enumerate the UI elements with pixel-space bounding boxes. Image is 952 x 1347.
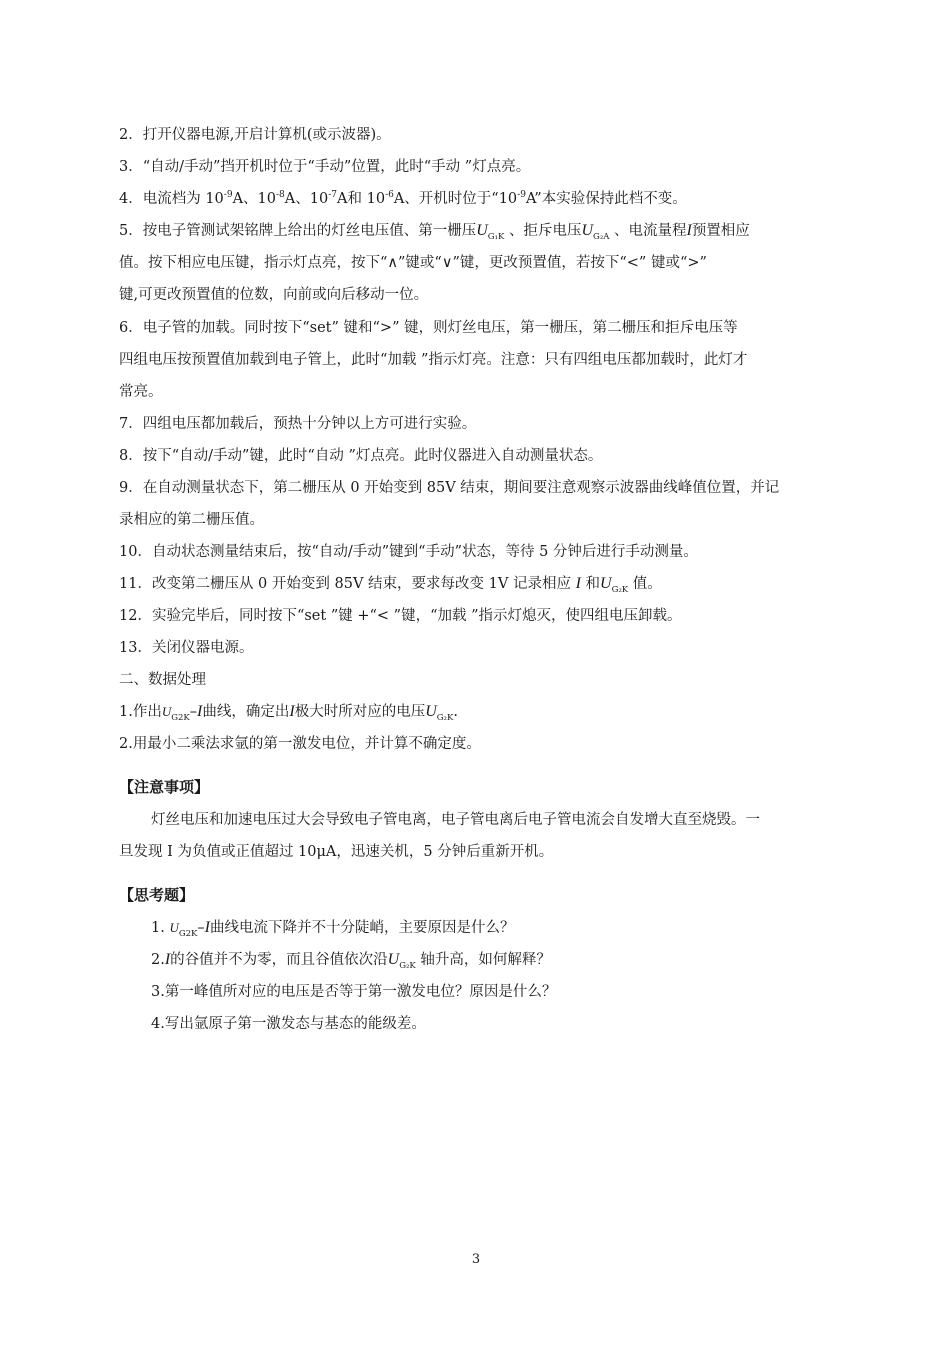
question-3: 3.第一峰值所对应的电压是否等于第一激发电位？原因是什么？ (151, 984, 557, 1000)
step-12: 12．实验完毕后，同时按下“set ”键 +“< ”键，“加载 ”指示灯熄灭，使四组电压卸载。 (119, 608, 682, 624)
step-7: 7．四组电压都加载后，预热十分钟以上方可进行实验。 (119, 416, 477, 432)
step-5-line-1: 5．按电子管测试架铭牌上给出的灯丝电压值、第一栅压$U_{G_1K}$ 、拒斥电压$U_{G_2A}$ 、电流量程I预置相应 (119, 222, 750, 242)
step-6-line-1: 6．电子管的加载。同时按下“set” 键和“>” 键，则灯丝电压，第一栅压，第二栅压和拒斥电压等 (119, 320, 738, 336)
notes-line-2: 旦发现 I 为负值或正值超过 10μA，迅速关机，5 分钟后重新开机。 (119, 844, 554, 860)
question-1: 1. $U_{G2K}-I$曲线电流下降并不十分陡峭，主要原因是什么？ (151, 919, 515, 939)
symbol-u-g2a: U (581, 222, 594, 239)
question-2: 2.I的谷值并不为零，而且谷值依次沿$U_{G_2K}$ 轴升高，如何解释？ (151, 951, 551, 971)
symbol-u-g1k: U (476, 222, 488, 239)
step-8: 8．按下“自动/手动”键，此时“自动 ”灯点亮。此时仪器进入自动测量状态。 (119, 448, 603, 464)
notes-heading: 【注意事项】 (119, 778, 210, 796)
symbol-i: I (686, 222, 692, 239)
step-9-line-2: 录相应的第二栅压值。 (119, 512, 264, 528)
notes-line-1: 灯丝电压和加速电压过大会导致电子管电离，电子管电离后电子管电流会自发增大直至烧毁。一 (151, 812, 760, 828)
step-6-line-3: 常亮。 (119, 384, 163, 400)
step-6-line-2: 四组电压按预置值加载到电子管上，此时“加载 ”指示灯亮。注意：只有四组电压都加载时，此灯才 (119, 352, 748, 368)
step-11: 11．改变第二栅压从 0 开始变到 85V 结束，要求每改变 1V 记录相应 I 和$U_{G_2K}$ 值。 (119, 575, 662, 595)
data-processing-heading: 二、数据处理 (119, 672, 206, 688)
step-9-line-1: 9．在自动测量状态下，第二栅压从 0 开始变到 85V 结束，期间要注意观察示波器曲线峰值位置，并记 (119, 480, 780, 496)
step-10: 10．自动状态测量结束后，按“自动/手动”键到“手动”状态，等待 5 分钟后进行手动测量。 (119, 544, 698, 560)
questions-heading: 【思考题】 (119, 886, 195, 904)
question-4: 4.写出氩原子第一激发态与基态的能级差。 (151, 1016, 426, 1032)
step-13: 13．关闭仪器电源。 (119, 640, 254, 656)
page-number: 3 (471, 1252, 481, 1267)
step-5-line-2: 值。按下相应电压键，指示灯点亮，按下“∧”键或“∨”键，更改预置值，若按下“<” 键或“>” (119, 255, 707, 271)
step-5-line-3: 键,可更改预置值的位数，向前或向后移动一位。 (119, 287, 429, 303)
step-2: 2．打开仪器电源,开启计算机(或示波器)。 (119, 127, 391, 143)
step-4: 4．电流档为 $10^{-9}A$、$10^{-8}A$、$10^{-7}A$和 $10^{-6}A$、开机时位于“$10^{-9}A$”本实验保持此档不变。 (119, 190, 687, 207)
data-processing-item-2: 2.用最小二乘法求氩的第一激发电位，并计算不确定度。 (119, 736, 481, 752)
step-3: 3．“自动/手动”挡开机时位于“手动”位置，此时“手动 ”灯点亮。 (119, 159, 531, 175)
data-processing-item-1: 1.作出$U_{G2K}-I$曲线，确定出I极大时所对应的电压$U_{G_2K}$. (119, 703, 458, 723)
